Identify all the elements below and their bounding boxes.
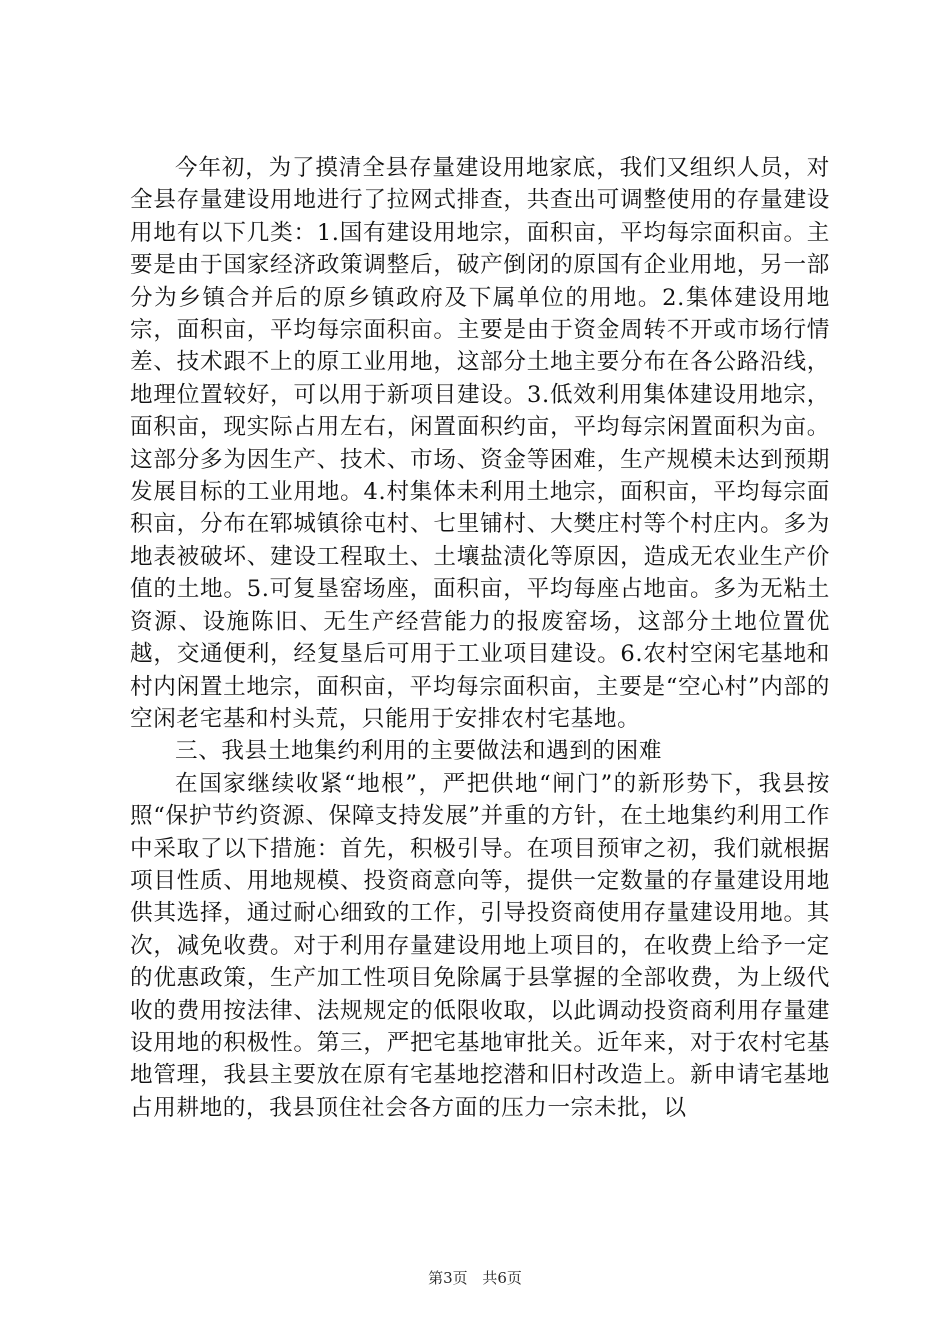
page-total: 共6页 xyxy=(482,1269,522,1287)
section-heading: 三、我县土地集约利用的主要做法和遇到的困难 xyxy=(175,738,663,765)
page-number: 第3页 xyxy=(428,1269,468,1287)
body-paragraph: 今年初，为了摸清全县存量建设用地家底，我们又组织人员，对全县存量建设用地进行了拉网式排查，共查出可调整使用的存量建设用地有以下几类：1.国有建设用地宗，面积亩，平均每宗面积亩。主要是由于国家经济政策调整后，破产倒闭的原国有企业用地，另一部分为乡镇合并后的原乡镇政府及下属单位的用地。2.集体建设用地宗，面积亩，平均每宗面积亩。主要是由于资金周转不开或市场行情差、技术跟不上的原工业用地，这部分土地主要分布在各公路沿线，地理位置较好，可以用于新项目建设。3.低效利用集体建设用地宗，面积亩，现实际占用左右，闲置面积约亩，平均每宗闲置面积为亩。这部分多为因生产、技术、市场、资金等困难，生产规模未达到预期发展目标的工业用地。4.村集体未利用土地宗，面积亩，平均每宗面积亩，分布在郓城镇徐屯村、七里铺村、大樊庄村等个村庄内。多为地表被破坏、建设工程取土、土壤盐渍化等原因，造成无农业生产价值的土地。5.可复垦窑场座，面积亩，平均每座占地亩。多为无粘土资源、设施陈旧、无生产经营能力的报废窑场，这部分土地位置优越，交通便利，经复垦后可用于工业项目建设。6.农村空闲宅基地和村内闲置土地宗，面积亩，平均每宗面积亩，主要是“空心村”内部的空闲老宅基和村头荒，只能用于安排农村宅基地。 xyxy=(130,155,830,732)
document-body xyxy=(130,152,830,1124)
body-paragraph: 在国家继续收紧“地根”，严把供地“闸门”的新形势下，我县按照“保护节约资源、保障支持发展”并重的方针，在土地集约利用工作中采取了以下措施：首先，积极引导。在项目预审之初，我们就根据项目性质、用地规模、投资商意向等，提供一定数量的存量建设用地供其选择，通过耐心细致的工作，引导投资商使用存量建设用地。其次，减免收费。对于利用存量建设用地上项目的，在收费上给予一定的优惠政策，生产加工性项目免除属于县掌握的全部收费，为上级代收的费用按法律、法规规定的低限收取，以此调动投资商利用存量建设用地的积极性。第三，严把宅基地审批关。近年来，对于农村宅基地管理，我县主要放在原有宅基地挖潜和旧村改造上。新申请宅基地占用耕地的，我县顶住社会各方面的压力一宗未批，以 xyxy=(130,770,830,1121)
page-footer xyxy=(0,1268,950,1288)
